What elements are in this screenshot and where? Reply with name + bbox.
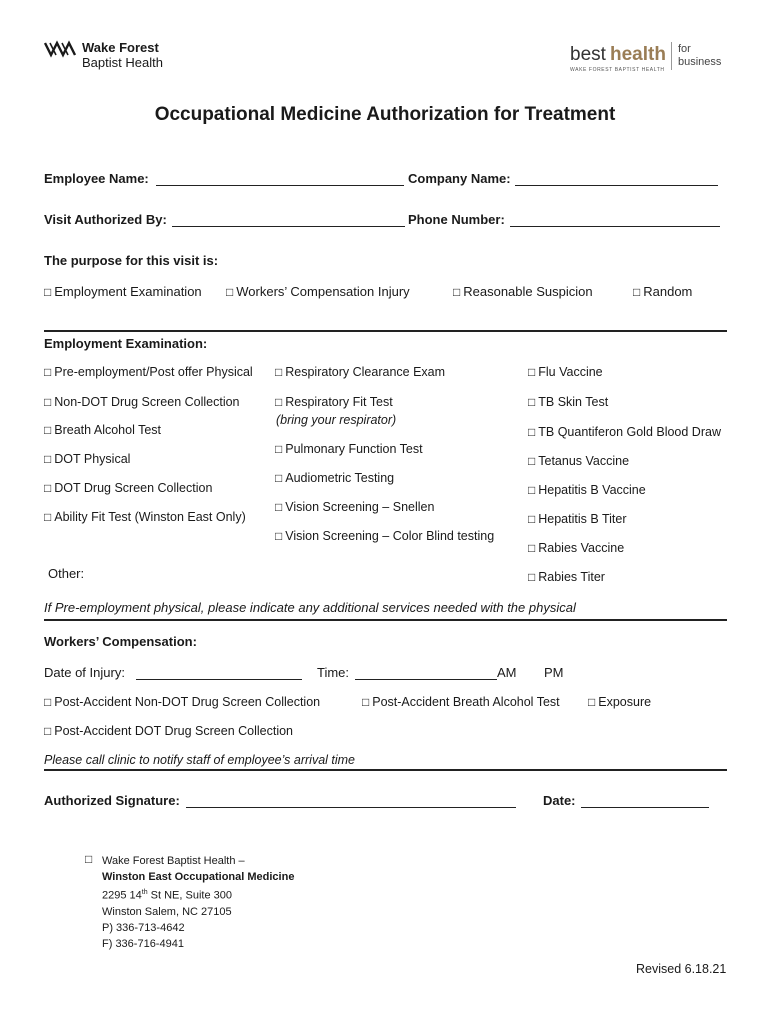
- rabies-titer-checkbox[interactable]: □ Rabies Titer: [528, 570, 605, 584]
- clinic-address-block: [102, 853, 294, 952]
- page-title: Occupational Medicine Authorization for Treatment: [154, 104, 616, 125]
- am-option[interactable]: AM: [497, 665, 517, 680]
- section-divider: [44, 619, 727, 621]
- pm-option[interactable]: PM: [544, 665, 564, 680]
- purpose-workers-comp-checkbox[interactable]: □ Workers’ Compensation Injury: [226, 284, 410, 299]
- employee-name-label: Employee Name:: [44, 171, 149, 186]
- clinic-street: 2295 14th St NE, Suite 300: [102, 889, 232, 902]
- workers-comp-heading: Workers’ Compensation:: [44, 634, 197, 649]
- logo-business: business: [678, 56, 722, 68]
- vision-color-blind-checkbox[interactable]: □ Vision Screening – Color Blind testing: [275, 529, 494, 543]
- clinic-city: Winston Salem, NC 27105: [102, 905, 232, 918]
- employee-name-field[interactable]: [156, 171, 404, 186]
- logo-line2: Baptist Health: [82, 55, 163, 70]
- tb-quantiferon-checkbox[interactable]: □ TB Quantiferon Gold Blood Draw: [528, 425, 721, 439]
- clinic-fax: F) 336-716-4941: [102, 937, 184, 950]
- purpose-employment-exam-checkbox[interactable]: □ Employment Examination: [44, 284, 202, 299]
- section-divider: [44, 330, 727, 332]
- phone-number-field[interactable]: [510, 212, 720, 227]
- exposure-checkbox[interactable]: □ Exposure: [588, 695, 651, 709]
- breath-alcohol-test-checkbox[interactable]: □ Breath Alcohol Test: [44, 423, 161, 437]
- dot-drug-screen-checkbox[interactable]: □ DOT Drug Screen Collection: [44, 481, 212, 495]
- time-field[interactable]: [355, 665, 497, 680]
- clinic-name: Winston East Occupational Medicine: [102, 871, 295, 883]
- respirator-note: (bring your respirator): [276, 413, 397, 427]
- pulmonary-function-test-checkbox[interactable]: □ Pulmonary Function Test: [275, 442, 423, 456]
- purpose-heading: The purpose for this visit is:: [44, 253, 219, 268]
- authorized-signature-label: Authorized Signature:: [44, 793, 180, 808]
- logo-divider: [671, 42, 672, 70]
- clinic-checkbox[interactable]: □: [85, 852, 93, 866]
- other-label: Other:: [48, 566, 85, 581]
- ability-fit-test-checkbox[interactable]: □ Ability Fit Test (Winston East Only): [44, 510, 246, 524]
- hepatitis-b-titer-checkbox[interactable]: □ Hepatitis B Titer: [528, 512, 626, 526]
- rabies-vaccine-checkbox[interactable]: □ Rabies Vaccine: [528, 541, 624, 555]
- company-name-label: Company Name:: [408, 171, 511, 186]
- clinic-phone: P) 336-713-4642: [102, 921, 185, 934]
- section-divider: [44, 769, 727, 771]
- dot-physical-checkbox[interactable]: □ DOT Physical: [44, 452, 130, 466]
- authorized-signature-field[interactable]: [186, 793, 516, 808]
- vision-snellen-checkbox[interactable]: □ Vision Screening – Snellen: [275, 500, 434, 514]
- purpose-random-checkbox[interactable]: □ Random: [633, 284, 692, 299]
- purpose-reasonable-suspicion-checkbox[interactable]: □ Reasonable Suspicion: [453, 284, 593, 299]
- date-label: Date:: [543, 793, 576, 808]
- logo-sub: WAKE FOREST BAPTIST HEALTH: [570, 67, 665, 73]
- visit-authorized-label: Visit Authorized By:: [44, 212, 167, 227]
- logo-best: best: [570, 44, 606, 65]
- post-accident-non-dot-checkbox[interactable]: □ Post-Accident Non-DOT Drug Screen Collection: [44, 695, 320, 709]
- post-accident-breath-alcohol-checkbox[interactable]: □ Post-Accident Breath Alcohol Test: [362, 695, 560, 709]
- logo-line1: Wake Forest: [82, 40, 159, 55]
- date-of-injury-label: Date of Injury:: [44, 665, 125, 680]
- non-dot-drug-screen-checkbox[interactable]: □ Non-DOT Drug Screen Collection: [44, 395, 240, 409]
- phone-number-label: Phone Number:: [408, 212, 505, 227]
- logo-for: for: [678, 43, 691, 55]
- pre-employment-note: If Pre-employment physical, please indicate any additional services needed with the physical: [44, 600, 576, 615]
- clinic-line1: Wake Forest Baptist Health –: [102, 855, 245, 867]
- call-clinic-note: Please call clinic to notify staff of employee’s arrival time: [44, 753, 356, 767]
- respiratory-clearance-checkbox[interactable]: □ Respiratory Clearance Exam: [275, 365, 445, 379]
- respiratory-fit-test-checkbox[interactable]: □ Respiratory Fit Test: [275, 395, 393, 409]
- employment-exam-heading: Employment Examination:: [44, 336, 208, 351]
- date-field[interactable]: [581, 793, 709, 808]
- logo-health: health: [610, 44, 666, 65]
- date-of-injury-field[interactable]: [136, 665, 302, 680]
- pre-employment-physical-checkbox[interactable]: □ Pre-employment/Post offer Physical: [44, 365, 253, 379]
- revised-date: Revised 6.18.21: [636, 962, 727, 976]
- company-name-field[interactable]: [515, 171, 718, 186]
- post-accident-dot-checkbox[interactable]: □ Post-Accident DOT Drug Screen Collection: [44, 724, 293, 738]
- tetanus-vaccine-checkbox[interactable]: □ Tetanus Vaccine: [528, 454, 629, 468]
- wake-forest-mark-icon: [44, 40, 80, 58]
- visit-authorized-field[interactable]: [172, 212, 405, 227]
- hepatitis-b-vaccine-checkbox[interactable]: □ Hepatitis B Vaccine: [528, 483, 646, 497]
- time-label: Time:: [317, 665, 350, 680]
- flu-vaccine-checkbox[interactable]: □ Flu Vaccine: [528, 365, 603, 379]
- audiometric-testing-checkbox[interactable]: □ Audiometric Testing: [275, 471, 394, 485]
- tb-skin-test-checkbox[interactable]: □ TB Skin Test: [528, 395, 608, 409]
